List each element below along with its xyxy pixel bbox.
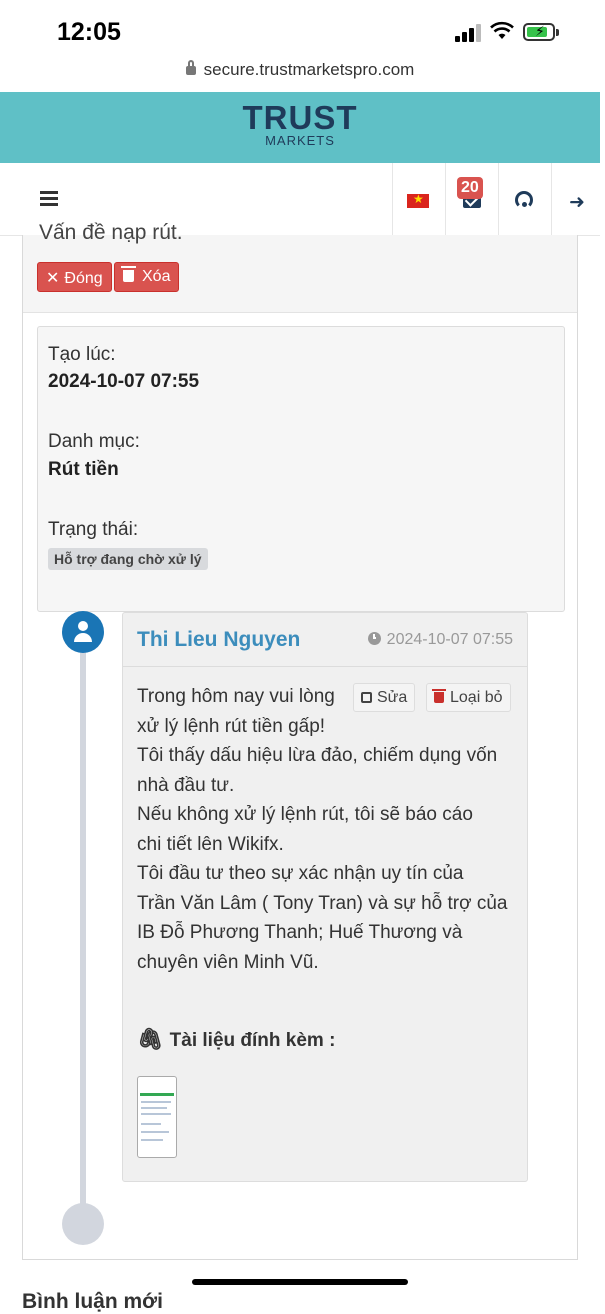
messages-button[interactable] <box>445 163 499 235</box>
edit-icon <box>361 692 372 703</box>
edit-label: Sửa <box>377 689 408 706</box>
edit-message-button[interactable] <box>353 683 415 712</box>
brand-header <box>0 92 600 163</box>
created-label: Tạo lúc: <box>48 344 116 365</box>
attachments-label: Tài liệu đính kèm : <box>169 1030 336 1051</box>
clock-time: 12:05 <box>57 18 121 46</box>
category-value: Rút tiền <box>48 459 119 480</box>
trash-icon <box>434 692 444 703</box>
status-badge: Hỗ trợ đang chờ xử lý <box>48 548 208 570</box>
message-item <box>122 612 528 1182</box>
message-line: IB Đỗ Phương Thanh; Huế Thương và <box>137 922 463 943</box>
timeline-end-dot <box>62 1203 104 1245</box>
ticket-title: Vấn đề nạp rút. <box>39 221 183 244</box>
trust-markets-logo[interactable] <box>0 99 600 148</box>
signal-icon <box>455 24 483 42</box>
message-line: xử lý lệnh rút tiền gấp! <box>137 716 326 737</box>
message-line: nhà đầu tư. <box>137 775 235 796</box>
paperclip-icon: 🖇 <box>137 1028 164 1051</box>
attachment-thumbnail[interactable] <box>137 1076 177 1158</box>
home-indicator[interactable] <box>192 1279 408 1285</box>
remove-label: Loại bỏ <box>450 689 503 706</box>
logo-subtitle: MARKETS <box>265 133 335 148</box>
trash-icon <box>123 270 134 282</box>
message-line: Nếu không xử lý lệnh rút, tôi sẽ báo cáo <box>137 804 473 825</box>
timeline-line <box>80 650 86 1210</box>
clock-icon <box>368 632 381 645</box>
status-bar <box>0 0 600 92</box>
created-value: 2024-10-07 07:55 <box>48 371 200 392</box>
message-author[interactable]: Thi Lieu Nguyen <box>137 628 301 651</box>
category-label: Danh mục: <box>48 431 140 452</box>
logout-icon: ➜ <box>569 192 585 213</box>
comments-heading: Bình luận mới <box>22 1290 163 1313</box>
ticket-card <box>22 221 578 1260</box>
logo-title: TRUST <box>242 99 358 136</box>
battery-icon: ⚡ <box>523 23 555 41</box>
mail-count-badge: 20 <box>457 177 483 199</box>
message-line: Trong hôm nay vui lòng <box>137 686 335 707</box>
lock-icon <box>186 66 196 75</box>
ticket-info-panel <box>37 326 565 612</box>
vietnam-flag-icon: ★ <box>407 194 429 208</box>
message-line: Tôi thấy dấu hiệu lừa đảo, chiếm dụng vốn <box>137 745 498 766</box>
status-label: Trạng thái: <box>48 519 139 540</box>
message-line: Tôi đầu tư theo sự xác nhận uy tín của <box>137 863 464 884</box>
delete-ticket-button[interactable] <box>114 262 179 292</box>
remove-message-button[interactable] <box>426 683 511 712</box>
hamburger-icon[interactable] <box>40 191 58 205</box>
message-line: Trần Văn Lâm ( Tony Tran) và sự hỗ trợ của <box>137 893 508 914</box>
message-time-text: 2024-10-07 07:55 <box>386 631 513 648</box>
logout-button[interactable] <box>551 163 605 235</box>
message-time <box>368 631 513 649</box>
message-header <box>123 613 527 667</box>
delete-label: Xóa <box>142 268 171 285</box>
ticket-header <box>23 221 577 313</box>
language-button[interactable] <box>392 163 446 235</box>
wifi-icon <box>490 22 514 40</box>
attachments-heading <box>137 1028 335 1052</box>
support-button[interactable] <box>498 163 552 235</box>
close-ticket-button[interactable] <box>37 262 112 292</box>
close-icon: ✕ <box>46 270 60 287</box>
close-label: Đóng <box>64 270 103 287</box>
address-bar[interactable] <box>0 60 600 80</box>
message-line: chi tiết lên Wikifx. <box>137 834 284 855</box>
message-line: chuyên viên Minh Vũ. <box>137 952 319 973</box>
user-icon <box>62 611 104 653</box>
url-text: secure.trustmarketspro.com <box>203 60 415 79</box>
headset-icon <box>515 191 533 209</box>
